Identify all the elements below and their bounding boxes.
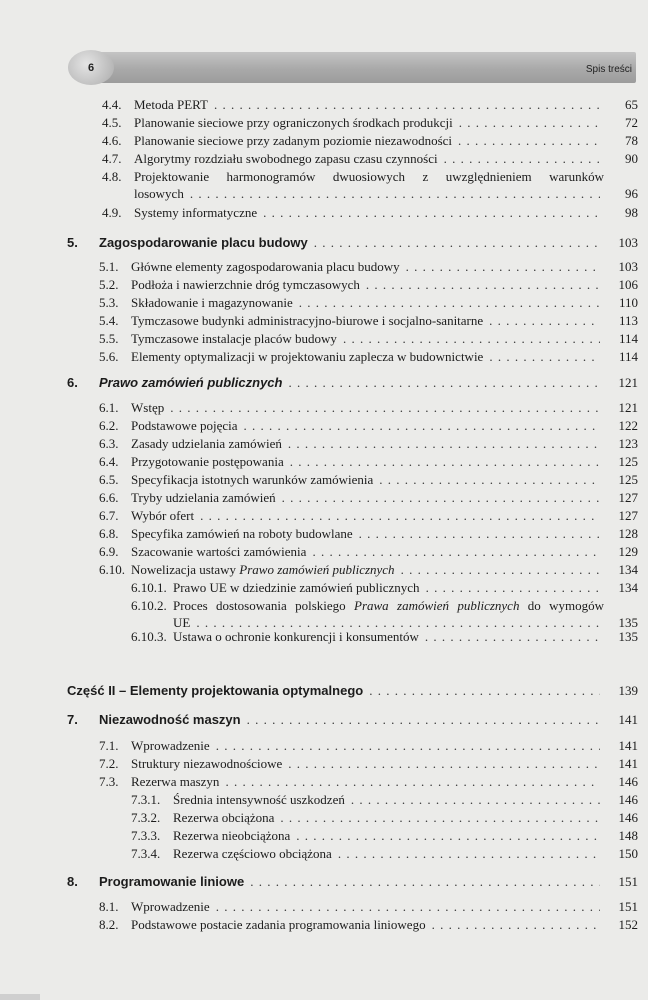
toc-page-number: 146 [618, 774, 638, 789]
toc-entry-number: 6.2. [99, 418, 119, 433]
toc-title-text: Metoda PERT [134, 97, 208, 112]
toc-entry-number: 6.6. [99, 490, 119, 505]
toc-page-number: 151 [618, 874, 638, 889]
toc-entry-number: 7.3.3. [131, 828, 161, 843]
toc-page-number: 127 [618, 508, 638, 523]
toc-title-text: Tymczasowe instalacje placów budowy [131, 331, 337, 346]
leader-dots [489, 348, 600, 365]
leader-dots [170, 399, 600, 416]
scan-edge [0, 994, 40, 1000]
toc-title-text: Rezerwa częściowo obciążona [173, 846, 332, 861]
toc-page-number: 103 [618, 235, 638, 250]
toc-entry-title [131, 773, 219, 790]
toc-entry-number: 7.3.4. [131, 846, 161, 861]
toc-title-text: Ustawa o ochronie konkurencji i konsumentów [173, 629, 419, 644]
toc-page-number: 65 [625, 97, 638, 112]
leader-dots [459, 114, 600, 131]
leader-dots [225, 773, 600, 790]
leader-dots [290, 453, 600, 470]
toc-entry-title [131, 543, 306, 560]
toc-entry-title [99, 234, 308, 252]
toc-entry-title [173, 598, 604, 613]
toc-entry[interactable] [99, 276, 638, 293]
leader-dots [432, 916, 600, 933]
toc-title-text: Struktury niezawodnościowe [131, 756, 283, 771]
leader-dots [216, 898, 600, 915]
toc-entry-number: 8.1. [99, 899, 119, 914]
toc-entry-title [134, 169, 604, 184]
toc-entry-title [134, 114, 453, 131]
toc-entry-title [131, 276, 360, 293]
toc-entry[interactable] [102, 114, 638, 131]
toc-title-text: Specyfikacja istotnych warunków zamówienia [131, 472, 374, 487]
toc-title-text: Część II – Elementy projektowania optymalnego [67, 683, 364, 698]
toc-entry[interactable] [99, 453, 638, 470]
toc-entry-title [131, 737, 210, 754]
toc-entry-number: 4.9. [102, 205, 122, 220]
running-head: Spis treści [585, 64, 632, 75]
toc-page-number: 103 [618, 259, 638, 274]
leader-dots [200, 507, 600, 524]
toc-entry-title [131, 507, 194, 524]
toc-title-text: Wybór ofert [131, 508, 195, 523]
toc-entry-number: 6.8. [99, 526, 119, 541]
toc-page-number: 110 [618, 295, 638, 310]
leader-dots [489, 312, 600, 329]
toc-entry-number: 5.2. [99, 277, 119, 292]
toc-title-text: Szacowanie wartości zamówienia [131, 544, 307, 559]
toc-entry-number: 6.3. [99, 436, 119, 451]
toc-title-text: Planowanie sieciowe przy zadanym poziomie niezawodności [134, 133, 453, 148]
toc-entry-title [131, 525, 353, 542]
toc-entry-number: 7. [67, 712, 78, 727]
toc-entry[interactable] [131, 827, 638, 844]
toc-title-text: Specyfika zamówień na roboty budowlane [131, 526, 353, 541]
toc-entry[interactable] [99, 312, 638, 329]
toc-page-number: 127 [618, 490, 638, 505]
toc-title-text: Niezawodność maszyn [99, 712, 241, 727]
leader-dots [214, 96, 600, 113]
toc-entry-number: 5.1. [99, 259, 119, 274]
toc-page-number: 106 [618, 277, 638, 292]
toc-entry-number: 6.4. [99, 454, 119, 469]
leader-dots [250, 873, 600, 891]
toc-entry-number: 6.7. [99, 508, 119, 523]
toc-title-text: Składowanie i magazynowanie [131, 295, 293, 310]
toc-entry-number: 6.10. [99, 562, 125, 577]
toc-entry-number: 8. [67, 874, 78, 889]
toc-entry[interactable] [99, 561, 638, 578]
toc-page-number: 113 [618, 313, 638, 328]
toc-entry-title [99, 374, 282, 392]
toc-entry[interactable] [99, 773, 638, 790]
toc-title-text: Programowanie liniowe [99, 874, 245, 889]
leader-dots [351, 791, 600, 808]
toc-entry-number: 5.6. [99, 349, 119, 364]
leader-dots [263, 204, 600, 221]
toc-page-number: 96 [625, 186, 638, 201]
toc-entry-number: 6. [67, 375, 78, 390]
toc-page-number: 141 [618, 756, 638, 771]
leader-dots [280, 809, 600, 826]
toc-entry-title [131, 417, 238, 434]
toc-page-number: 125 [618, 454, 638, 469]
toc-title-text: Przygotowanie postępowania [131, 454, 284, 469]
toc-title-text: Algorytmy rozdziału swobodnego zapasu czasu czynności [134, 151, 438, 166]
toc-entry-title [173, 845, 332, 862]
toc-title-after: do wymogów [519, 598, 605, 613]
toc-entry[interactable] [99, 435, 638, 452]
toc-page-number: 114 [618, 331, 638, 346]
toc-entry[interactable] [99, 417, 638, 434]
toc-title-text: Rezerwa maszyn [131, 774, 220, 789]
toc-entry-number: 4.6. [102, 133, 122, 148]
toc-page-number: 72 [625, 115, 638, 130]
toc-title-text: Podstawowe pojęcia [131, 418, 238, 433]
toc-entry-title [173, 809, 274, 826]
toc-title-text: Wprowadzenie [131, 899, 210, 914]
page-number: 6 [68, 50, 114, 85]
toc-entry[interactable] [99, 755, 638, 772]
leader-dots [401, 561, 600, 578]
toc-entry-number: 6.5. [99, 472, 119, 487]
toc-entry-title [134, 96, 208, 113]
leader-dots [312, 543, 600, 560]
toc-entry[interactable] [131, 597, 638, 631]
toc-entry[interactable] [99, 471, 638, 488]
leader-dots [379, 471, 600, 488]
toc-entry-number: 4.4. [102, 97, 122, 112]
toc-entry[interactable] [99, 489, 638, 506]
toc-entry-title [131, 755, 282, 772]
leader-dots [244, 417, 600, 434]
toc-entry-number: 6.9. [99, 544, 119, 559]
toc-page-number: 152 [618, 917, 638, 932]
toc-title-text: Główne elementy zagospodarowania placu budowy [131, 259, 400, 274]
toc-entry[interactable] [99, 348, 638, 365]
toc-entry-title [131, 489, 276, 506]
toc-entry-title [173, 827, 290, 844]
toc-entry-number: 5.3. [99, 295, 119, 310]
toc-entry[interactable] [99, 507, 638, 524]
toc-entry-number: 7.3.1. [131, 792, 161, 807]
toc-entry-title [99, 711, 241, 729]
toc-title-text: Rezerwa obciążona [173, 810, 275, 825]
toc-page-number: 151 [618, 899, 638, 914]
toc-page-number: 141 [618, 712, 638, 727]
toc-entry[interactable] [99, 543, 638, 560]
leader-dots [247, 711, 600, 729]
toc-page-number: 123 [618, 436, 638, 451]
leader-dots [288, 755, 600, 772]
toc-entry-title [131, 898, 210, 915]
toc-entry-number: 6.10.1. [131, 580, 167, 595]
toc-page-number: 146 [618, 810, 638, 825]
toc-title-text: Podstawowe postacie zadania programowania liniowego [131, 917, 426, 932]
toc-entry-title [131, 561, 395, 578]
toc-entry-number: 5.4. [99, 313, 119, 328]
leader-dots [425, 628, 600, 645]
toc-entry[interactable] [99, 399, 638, 416]
toc-title-text: Wstęp [131, 400, 165, 415]
toc-entry-title [131, 916, 426, 933]
toc-title-text: Prawo UE w dziedzinie zamówień publicznych [173, 580, 420, 595]
toc-page-number: 129 [618, 544, 638, 559]
toc-entry[interactable] [131, 845, 638, 862]
toc-entry-title [134, 150, 438, 167]
toc-entry-number: 4.5. [102, 115, 122, 130]
toc-title-italic: Prawo zamówień publicznych [239, 562, 395, 577]
leader-dots [406, 258, 600, 275]
toc-entry-title [99, 873, 244, 891]
toc-entry-title [134, 132, 452, 149]
toc-entry-number: 7.1. [99, 738, 119, 753]
leader-dots [359, 525, 600, 542]
toc-page-number: 90 [625, 151, 638, 166]
toc-title-text: Zagospodarowanie placu budowy [99, 235, 308, 250]
toc-chapter-entry[interactable] [67, 374, 638, 392]
toc-title-text: Zasady udzielania zamówień [131, 436, 282, 451]
toc-title-text: Elementy optymalizacji w projektowaniu zaplecza w budownictwie [131, 349, 484, 364]
toc-entry[interactable] [99, 525, 638, 542]
toc-entry[interactable] [102, 150, 638, 167]
toc-entry-title [131, 294, 293, 311]
toc-title-text: Systemy informatyczne [134, 205, 258, 220]
toc-page-number: 78 [625, 133, 638, 148]
toc-page-number: 114 [618, 349, 638, 364]
leader-dots [190, 185, 600, 202]
toc-title-text: Nowelizacja ustawy [131, 562, 240, 577]
toc-entry-number: 4.7. [102, 151, 122, 166]
leader-dots [296, 827, 600, 844]
toc-entry[interactable] [102, 168, 638, 202]
toc-entry-title [131, 330, 337, 347]
toc-entry-title [173, 579, 420, 596]
toc-entry[interactable] [131, 809, 638, 826]
toc-title-text: Średnia intensywność uszkodzeń [173, 792, 345, 807]
toc-chapter-entry[interactable] [67, 682, 638, 700]
toc-chapter-entry[interactable] [67, 711, 638, 729]
toc-entry-title [131, 312, 483, 329]
toc-entry-title [131, 348, 483, 365]
toc-page-number: 128 [618, 526, 638, 541]
toc-title-continued: losowych [134, 186, 184, 201]
leader-dots [444, 150, 600, 167]
leader-dots [369, 682, 600, 700]
toc-entry[interactable] [99, 294, 638, 311]
toc-entry-title [131, 399, 164, 416]
toc-title-text: Wprowadzenie [131, 738, 210, 753]
leader-dots [458, 132, 600, 149]
toc-title-text: Projektowanie harmonogramów dwuosiowych z uwzględnieniem warunków [134, 169, 604, 184]
toc-title-text: Proces dostosowania polskiego [173, 598, 354, 613]
toc-entry[interactable] [99, 330, 638, 347]
toc-title-text: Tryby udzielania zamówień [131, 490, 276, 505]
leader-dots [282, 489, 600, 506]
toc-entry-title [173, 628, 419, 645]
toc-entry[interactable] [99, 916, 638, 933]
toc-page-number: 139 [618, 683, 638, 698]
toc-entry-number: 7.3.2. [131, 810, 161, 825]
toc-page-number: 121 [618, 400, 638, 415]
toc-page-number: 150 [618, 846, 638, 861]
toc-title-continued: UE [173, 615, 191, 630]
toc-page-number: 121 [618, 375, 638, 390]
toc-entry[interactable] [99, 898, 638, 915]
toc-entry-title [131, 435, 282, 452]
toc-entry-title [131, 453, 284, 470]
toc-entry-title [173, 791, 345, 808]
toc-entry[interactable] [99, 258, 638, 275]
toc-entry-title [67, 682, 363, 700]
toc-entry[interactable] [102, 96, 638, 113]
toc-entry-number: 6.10.2. [131, 598, 167, 613]
toc-entry[interactable] [131, 579, 638, 596]
toc-page-number: 134 [618, 562, 638, 577]
toc-page-number: 98 [625, 205, 638, 220]
toc-entry[interactable] [99, 737, 638, 754]
leader-dots [343, 330, 600, 347]
toc-title-text: Rezerwa nieobciążona [173, 828, 291, 843]
toc-entry-number: 7.2. [99, 756, 119, 771]
toc-entry-number: 6.10.3. [131, 629, 167, 644]
toc-title-italic: Prawa zamówień publicznych [354, 598, 520, 613]
leader-dots [299, 294, 600, 311]
toc-entry-title [131, 258, 400, 275]
leader-dots [426, 579, 600, 596]
toc-entry-title [134, 204, 257, 221]
leader-dots [314, 234, 600, 252]
toc-page-number: 146 [618, 792, 638, 807]
toc-entry-number: 5. [67, 235, 78, 250]
leader-dots [216, 737, 600, 754]
toc-entry-number: 5.5. [99, 331, 119, 346]
toc-entry-number: 8.2. [99, 917, 119, 932]
toc-page-number: 135 [618, 629, 638, 644]
toc-entry-number: 7.3. [99, 774, 119, 789]
toc-title-text: Planowanie sieciowe przy ograniczonych środkach produkcji [134, 115, 453, 130]
toc-chapter-entry[interactable] [67, 234, 638, 252]
toc-entry-number: 6.1. [99, 400, 119, 415]
toc-title-text: Podłoża i nawierzchnie dróg tymczasowych [131, 277, 360, 292]
leader-dots [366, 276, 600, 293]
toc-entry[interactable] [102, 132, 638, 149]
leader-dots [288, 435, 600, 452]
toc-page-number: 122 [618, 418, 638, 433]
toc-page-number: 148 [618, 828, 638, 843]
toc-entry[interactable] [131, 791, 638, 808]
toc-title-text: Tymczasowe budynki administracyjno-biurowe i socjalno-sanitarne [131, 313, 484, 328]
leader-dots [338, 845, 600, 862]
toc-page-number: 134 [618, 580, 638, 595]
toc-chapter-entry[interactable] [67, 873, 638, 891]
toc-entry[interactable] [102, 204, 638, 221]
toc-title-text: Prawo zamówień publicznych [99, 375, 283, 390]
toc-entry[interactable] [131, 628, 638, 645]
leader-dots [288, 374, 600, 392]
toc-page-number: 141 [618, 738, 638, 753]
toc-page-number: 135 [618, 615, 638, 630]
toc-entry-number: 4.8. [102, 169, 122, 184]
toc-entry-title [131, 471, 373, 488]
toc-page-number: 125 [618, 472, 638, 487]
